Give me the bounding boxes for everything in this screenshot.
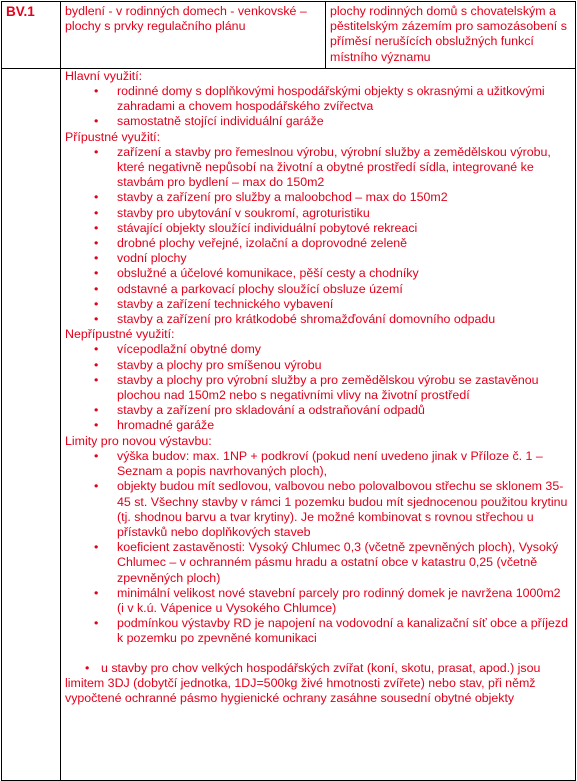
list-item: • drobné plochy veřejné, izolační a doprovodné zeleně — [117, 236, 569, 251]
list-item: • výška budov: max. 1NP + podkroví (pokud není uvedeno jinak v Příloze č. 1 – Seznam a popis navrhovaných ploch), — [117, 449, 569, 479]
table-content-row — [2, 68, 576, 780]
section-heading: Přípustné využití: — [65, 129, 161, 144]
list-item: • rodinné domy s doplňkovými hospodářskými objekty s okrasnými a užitkovými zahradami a chovem hospodářského zvířectva — [117, 84, 569, 114]
list-item: • koeficient zastavěnosti: Vysoký Chlumec 0,3 (včetně zpevněných ploch), Vysoký Chlumec – v ochranném pásmu hradu a ostatní obce v katastru 0,25 (včetně zpevněných ploch) — [117, 540, 569, 586]
list-item: • objekty budou mít sedlovou, valbovou nebo polovalbovou střechu se sklonem 35-45 st. Všechny stavby v rámci 1 pozemku budou mít sjednocenou použitou krytinu (tj. shodnou barvu a tvar krytiny). Je možné kombinovat s rovnou střechou u přístavků nebo doplňkových staveb — [117, 479, 569, 540]
content-cell — [61, 68, 576, 780]
list-item: • hromadné garáže — [117, 418, 569, 433]
final-note — [65, 661, 569, 707]
list-item: • stavby pro ubytování v soukromí, agroturistiku — [117, 206, 569, 221]
list-item: • odstavné a parkovací plochy sloužící obsluze území — [117, 282, 569, 297]
section-list — [65, 342, 569, 433]
regulation-table — [1, 1, 576, 781]
final-note-text: u stavby pro chov velkých hospodářských zvířat (koní, skotu, prasat, apod.) jsou limitem 3DJ (dobytčí jednotka, 1DJ=500kg živé hmotnosti zvířete) nebo stav, při němž vypočtené ochranné pásmo hygienické ochrany zasáhne sousední obytné objekty — [65, 660, 541, 705]
zone-description: plochy rodinných domů s chovatelským a pěstitelským zázemím pro samozásobení s příměsí nerušících obslužných funkcí místního významu — [326, 2, 576, 69]
list-item: • stavby a plochy pro smíšenou výrobu — [117, 358, 569, 373]
zone-name: bydlení - v rodinných domech - venkovské – plochy s prvky regulačního plánu — [61, 2, 326, 69]
list-item: • stávající objekty sloužící individuální pobytové rekreaci — [117, 221, 569, 236]
list-item: • stavby a zařízení technického vybavení — [117, 297, 569, 312]
section-heading: Limity pro novou výstavbu: — [65, 433, 212, 448]
list-item: • samostatně stojící individuální garáže — [117, 114, 569, 129]
zone-code: BV.1 — [2, 2, 61, 69]
final-note-bullet: • — [85, 660, 90, 675]
list-item: • stavby a plochy pro výrobní služby a pro zemědělskou výrobu se zastavěnou plochou nad 150m2 nebo s negativními vlivy na životní prostředí — [117, 373, 569, 403]
list-item: • vícepodlažní obytné domy — [117, 342, 569, 357]
regulation-sections — [65, 69, 569, 647]
empty-cell — [2, 68, 61, 780]
list-item: • stavby a zařízení pro služby a maloobchod – max do 150m2 — [117, 190, 569, 205]
list-item: • podmínkou výstavby RD je napojení na vodovodní a kanalizační síť obce a příjezd k pozemku po zpevněné komunikaci — [117, 616, 569, 646]
section-heading: Nepřípustné využití: — [65, 327, 175, 342]
section-list — [65, 84, 569, 130]
section-list — [65, 449, 569, 647]
list-item: • minimální velikost nové stavební parcely pro rodinný domek je navržena 1000m2 (i v k.ú. Vápenice u Vysokého Chlumce) — [117, 586, 569, 616]
list-item: • stavby a zařízení pro krátkodobé shromažďování domovního odpadu — [117, 312, 569, 327]
table-header-row — [2, 2, 576, 69]
list-item: • vodní plochy — [117, 251, 569, 266]
list-item: • stavby a zařízení pro skladování a odstraňování odpadů — [117, 403, 569, 418]
list-item: • obslužné a účelové komunikace, pěší cesty a chodníky — [117, 266, 569, 281]
list-item: • zařízení a stavby pro řemeslnou výrobu, výrobní služby a zemědělskou výrobu, které negativně nepůsobí na životní a obytné prostředí sídla, integrované ke stavbám pro bydlení – max do 150m2 — [117, 145, 569, 191]
section-list — [65, 145, 569, 327]
section-heading: Hlavní využití: — [65, 68, 143, 83]
